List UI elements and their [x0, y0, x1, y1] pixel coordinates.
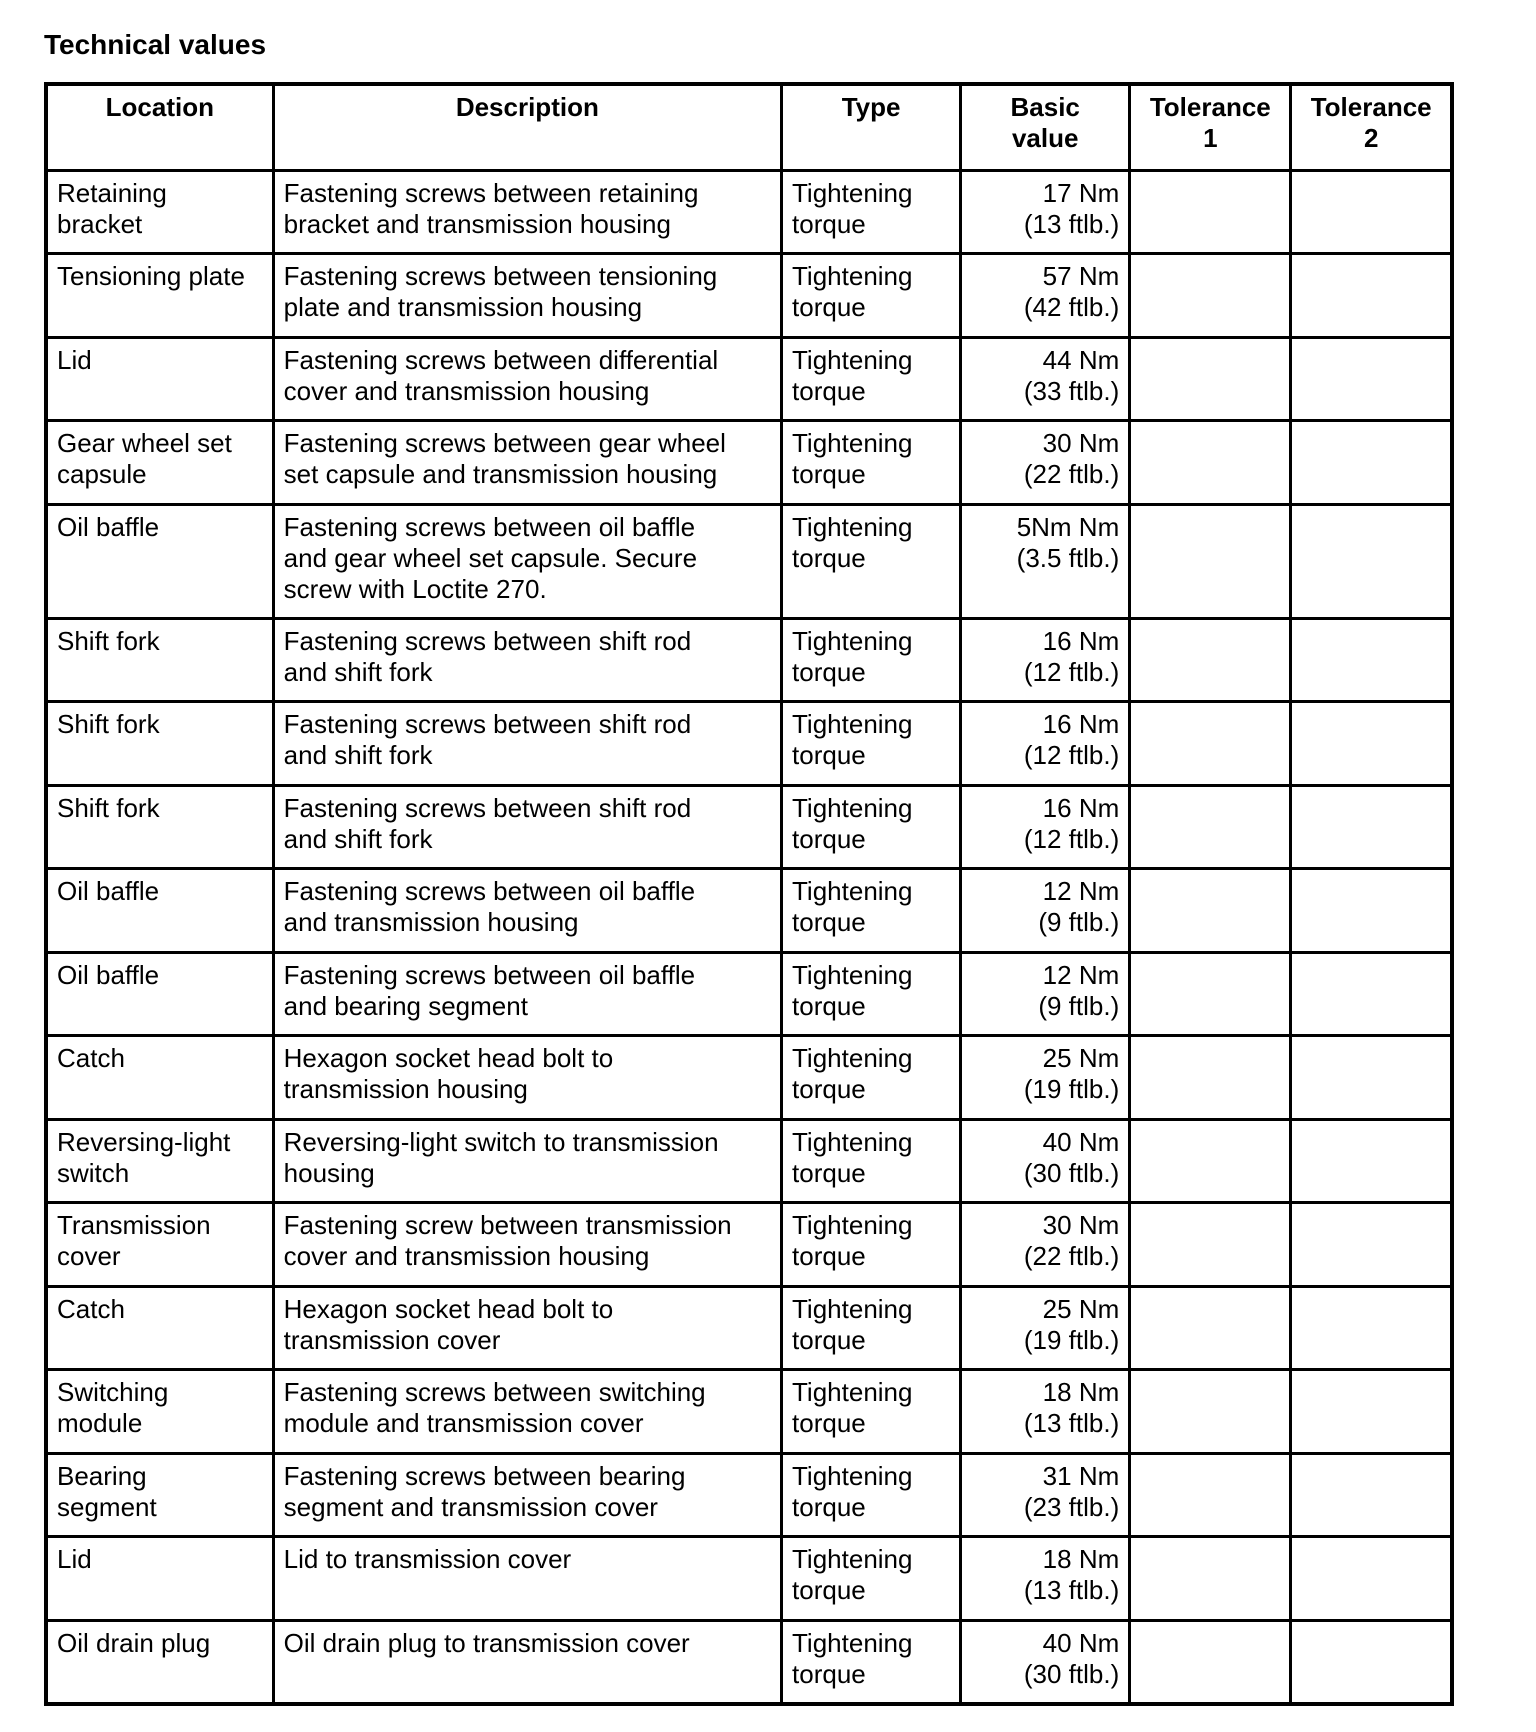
basic-value-cell: 30 Nm (22 ftlb.): [961, 1203, 1130, 1287]
description-cell: Fastening screw between transmission cover and transmission housing: [273, 1203, 781, 1287]
type-cell: Tightening torque: [782, 702, 961, 786]
type-cell: Tightening torque: [782, 1119, 961, 1203]
description-cell: Fastening screws between shift rod and shift fork: [273, 618, 781, 702]
location-cell: Lid: [46, 1537, 273, 1621]
location-cell: Shift fork: [46, 702, 273, 786]
basic-value-cell: 16 Nm (12 ftlb.): [961, 702, 1130, 786]
basic-value-cell: 16 Nm (12 ftlb.): [961, 618, 1130, 702]
type-cell: Tightening torque: [782, 337, 961, 421]
type-cell: Tightening torque: [782, 1537, 961, 1621]
location-cell: Shift fork: [46, 618, 273, 702]
tolerance-2-cell: [1291, 702, 1452, 786]
table-row: [46, 702, 1452, 786]
table-row: [46, 254, 1452, 338]
description-cell: Fastening screws between tensioning plate and transmission housing: [273, 254, 781, 338]
tolerance-2-cell: [1291, 1203, 1452, 1287]
tolerance-2-cell: [1291, 421, 1452, 505]
basic-value-cell: 12 Nm (9 ftlb.): [961, 869, 1130, 953]
table-header-row: [46, 84, 1452, 170]
tolerance-1-cell: [1130, 170, 1291, 254]
location-cell: Retaining bracket: [46, 170, 273, 254]
location-cell: Transmission cover: [46, 1203, 273, 1287]
tolerance-2-cell: [1291, 1620, 1452, 1704]
basic-value-cell: 31 Nm (23 ftlb.): [961, 1453, 1130, 1537]
tolerance-2-cell: [1291, 1286, 1452, 1370]
type-cell: Tightening torque: [782, 618, 961, 702]
tolerance-2-cell: [1291, 1453, 1452, 1537]
description-cell: Oil drain plug to transmission cover: [273, 1620, 781, 1704]
table-row: [46, 170, 1452, 254]
tolerance-1-cell: [1130, 702, 1291, 786]
location-cell: Bearing segment: [46, 1453, 273, 1537]
tolerance-1-cell: [1130, 254, 1291, 338]
table-row: [46, 1620, 1452, 1704]
description-cell: Reversing-light switch to transmission housing: [273, 1119, 781, 1203]
tolerance-1-cell: [1130, 337, 1291, 421]
tolerance-2-cell: [1291, 254, 1452, 338]
type-cell: Tightening torque: [782, 1453, 961, 1537]
table-row: [46, 337, 1452, 421]
column-header-type: Type: [782, 84, 961, 170]
tolerance-2-cell: [1291, 618, 1452, 702]
column-header-basic-value: Basic value: [961, 84, 1130, 170]
location-cell: Tensioning plate: [46, 254, 273, 338]
location-cell: Lid: [46, 337, 273, 421]
basic-value-cell: 30 Nm (22 ftlb.): [961, 421, 1130, 505]
basic-value-cell: 18 Nm (13 ftlb.): [961, 1370, 1130, 1454]
type-cell: Tightening torque: [782, 254, 961, 338]
basic-value-cell: 16 Nm (12 ftlb.): [961, 785, 1130, 869]
type-cell: Tightening torque: [782, 1203, 961, 1287]
description-cell: Fastening screws between gear wheel set capsule and transmission housing: [273, 421, 781, 505]
table-row: [46, 1286, 1452, 1370]
column-header-description: Description: [273, 84, 781, 170]
type-cell: Tightening torque: [782, 1286, 961, 1370]
type-cell: Tightening torque: [782, 952, 961, 1036]
description-cell: Lid to transmission cover: [273, 1537, 781, 1621]
description-cell: Fastening screws between oil baffle and transmission housing: [273, 869, 781, 953]
basic-value-cell: 18 Nm (13 ftlb.): [961, 1537, 1130, 1621]
location-cell: Oil drain plug: [46, 1620, 273, 1704]
location-cell: Oil baffle: [46, 952, 273, 1036]
table-row: [46, 1203, 1452, 1287]
type-cell: Tightening torque: [782, 785, 961, 869]
tolerance-2-cell: [1291, 1370, 1452, 1454]
page-title: Technical values: [44, 29, 267, 60]
tolerance-1-cell: [1130, 1119, 1291, 1203]
table-row: [46, 1537, 1452, 1621]
table-row: [46, 421, 1452, 505]
tolerance-1-cell: [1130, 1537, 1291, 1621]
tolerance-1-cell: [1130, 1370, 1291, 1454]
tolerance-1-cell: [1130, 421, 1291, 505]
description-cell: Fastening screws between oil baffle and bearing segment: [273, 952, 781, 1036]
tolerance-1-cell: [1130, 1036, 1291, 1120]
tolerance-2-cell: [1291, 1036, 1452, 1120]
table-row: [46, 869, 1452, 953]
tolerance-1-cell: [1130, 952, 1291, 1036]
tolerance-2-cell: [1291, 785, 1452, 869]
tolerance-2-cell: [1291, 1119, 1452, 1203]
location-cell: Catch: [46, 1286, 273, 1370]
table-row: [46, 1453, 1452, 1537]
description-cell: Fastening screws between shift rod and shift fork: [273, 702, 781, 786]
tolerance-1-cell: [1130, 869, 1291, 953]
table-row: [46, 504, 1452, 618]
tolerance-1-cell: [1130, 618, 1291, 702]
basic-value-cell: 25 Nm (19 ftlb.): [961, 1036, 1130, 1120]
description-cell: Fastening screws between oil baffle and gear wheel set capsule. Secure screw with Loctite 270.: [273, 504, 781, 618]
table-row: [46, 952, 1452, 1036]
type-cell: Tightening torque: [782, 170, 961, 254]
tolerance-2-cell: [1291, 504, 1452, 618]
table-row: [46, 1119, 1452, 1203]
location-cell: Shift fork: [46, 785, 273, 869]
location-cell: Catch: [46, 1036, 273, 1120]
column-header-location: Location: [46, 84, 273, 170]
description-cell: Fastening screws between shift rod and shift fork: [273, 785, 781, 869]
description-cell: Fastening screws between bearing segment and transmission cover: [273, 1453, 781, 1537]
description-cell: Fastening screws between differential cover and transmission housing: [273, 337, 781, 421]
description-cell: Hexagon socket head bolt to transmission housing: [273, 1036, 781, 1120]
tolerance-1-cell: [1130, 785, 1291, 869]
location-cell: Reversing-light switch: [46, 1119, 273, 1203]
tolerance-1-cell: [1130, 1203, 1291, 1287]
tolerance-2-cell: [1291, 869, 1452, 953]
type-cell: Tightening torque: [782, 421, 961, 505]
description-cell: Hexagon socket head bolt to transmission cover: [273, 1286, 781, 1370]
basic-value-cell: 5Nm Nm (3.5 ftlb.): [961, 504, 1130, 618]
location-cell: Gear wheel set capsule: [46, 421, 273, 505]
type-cell: Tightening torque: [782, 869, 961, 953]
tolerance-2-cell: [1291, 170, 1452, 254]
type-cell: Tightening torque: [782, 504, 961, 618]
basic-value-cell: 40 Nm (30 ftlb.): [961, 1119, 1130, 1203]
basic-value-cell: 17 Nm (13 ftlb.): [961, 170, 1130, 254]
tolerance-1-cell: [1130, 1453, 1291, 1537]
location-cell: Switching module: [46, 1370, 273, 1454]
basic-value-cell: 57 Nm (42 ftlb.): [961, 254, 1130, 338]
tolerance-2-cell: [1291, 1537, 1452, 1621]
tolerance-2-cell: [1291, 952, 1452, 1036]
description-cell: Fastening screws between switching module and transmission cover: [273, 1370, 781, 1454]
basic-value-cell: 40 Nm (30 ftlb.): [961, 1620, 1130, 1704]
type-cell: Tightening torque: [782, 1036, 961, 1120]
column-header-tolerance-1: Tolerance 1: [1130, 84, 1291, 170]
table-row: [46, 1370, 1452, 1454]
basic-value-cell: 25 Nm (19 ftlb.): [961, 1286, 1130, 1370]
type-cell: Tightening torque: [782, 1370, 961, 1454]
tolerance-2-cell: [1291, 337, 1452, 421]
location-cell: Oil baffle: [46, 504, 273, 618]
table-row: [46, 618, 1452, 702]
table-row: [46, 785, 1452, 869]
table-row: [46, 1036, 1452, 1120]
table-body: [46, 170, 1452, 1704]
description-cell: Fastening screws between retaining bracket and transmission housing: [273, 170, 781, 254]
column-header-tolerance-2: Tolerance 2: [1291, 84, 1452, 170]
type-cell: Tightening torque: [782, 1620, 961, 1704]
tolerance-1-cell: [1130, 1286, 1291, 1370]
location-cell: Oil baffle: [46, 869, 273, 953]
technical-values-table: [44, 82, 1454, 1706]
tolerance-1-cell: [1130, 1620, 1291, 1704]
basic-value-cell: 44 Nm (33 ftlb.): [961, 337, 1130, 421]
basic-value-cell: 12 Nm (9 ftlb.): [961, 952, 1130, 1036]
tolerance-1-cell: [1130, 504, 1291, 618]
